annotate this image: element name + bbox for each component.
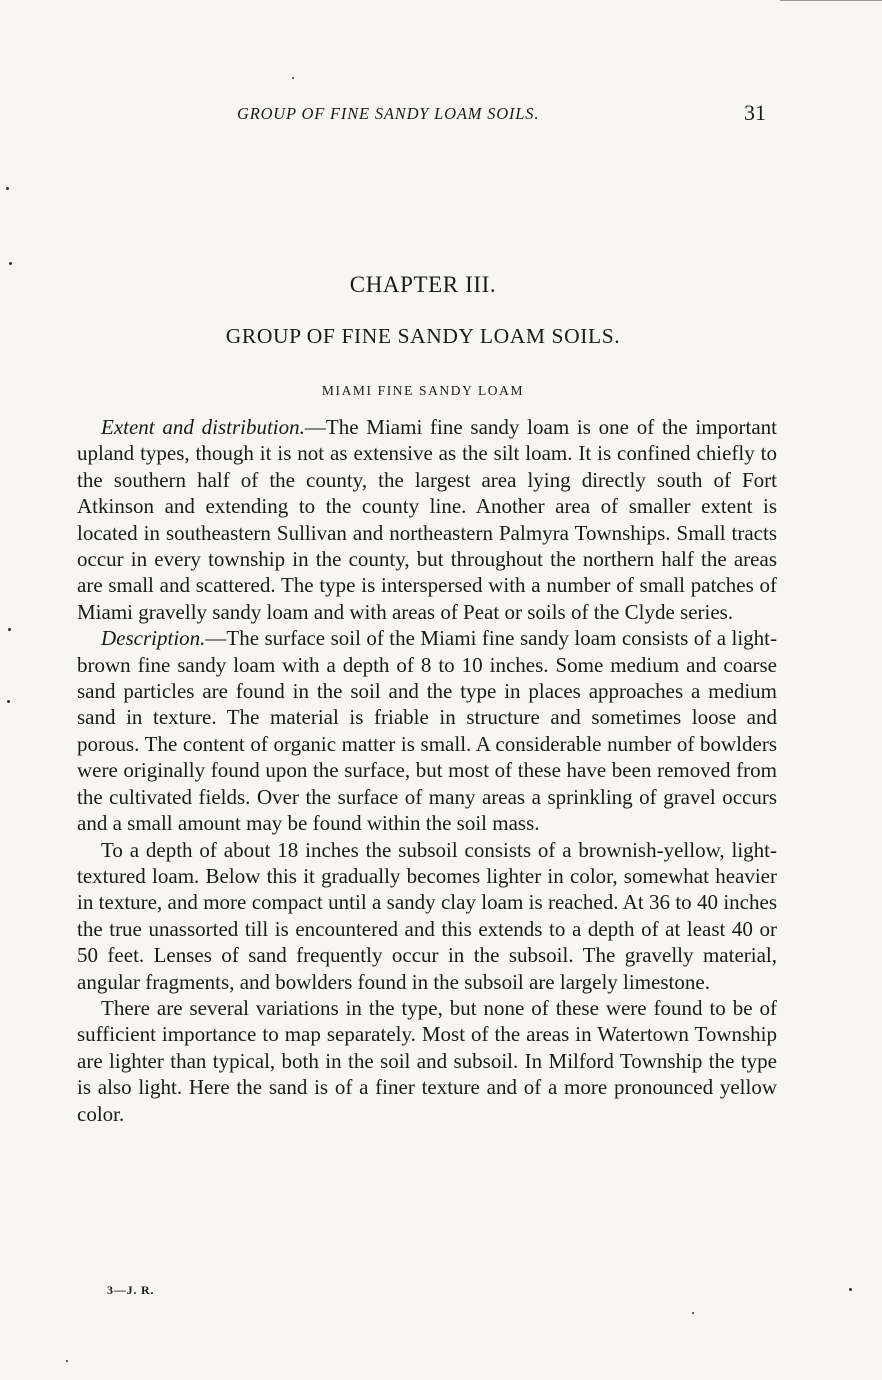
scan-speck — [692, 1312, 694, 1314]
scan-speck — [9, 262, 12, 265]
scan-speck — [7, 700, 10, 703]
chapter-title: GROUP OF FINE SANDY LOAM SOILS. — [225, 324, 621, 348]
section-heading: MIAMI FINE SANDY LOAM — [321, 383, 525, 398]
scan-speck — [6, 187, 9, 190]
paragraph-subsoil — [77, 837, 777, 995]
scan-speck — [849, 1288, 852, 1291]
paragraph-description — [77, 625, 777, 836]
page-number: 31 — [744, 100, 766, 125]
scan-speck — [292, 77, 294, 79]
running-head-title: GROUP OF FINE SANDY LOAM SOILS. — [237, 104, 540, 123]
scan-edge-line — [780, 0, 882, 1]
paragraph-lead: Extent and distribution. — [101, 415, 305, 439]
paragraph-text: —The surface soil of the Miami fine sandy loam consists of a light-brown fine sandy loam with a depth of 8 to 10 inches. Some medium and coarse sand particles are found in the soil and the type in places approaches a medium sand in texture. The material is friable in structure and sometimes loose and porous. The content of organic matter is small. A considerable number of bowlders were originally found upon the surface, but most of these have been removed from the cultivated fields. Over the surface of many areas a sprinkling of gravel occurs and a small amount may be found within the soil mass. — [77, 626, 777, 836]
scan-speck — [8, 628, 11, 631]
chapter-number: CHAPTER III. — [349, 272, 497, 297]
body-text — [77, 414, 777, 1127]
scan-speck — [66, 1360, 68, 1362]
footer-signature: 3—J. R. — [107, 1283, 155, 1297]
paragraph-text: —The Miami fine sandy loam is one of the important upland types, though it is not as extensive as the silt loam. It is confined chiefly to the southern half of the county, the largest area lying directly south of Fort Atkinson and extending to the county line. Another area of smaller extent is located in southeastern Sullivan and northeastern Palmyra Townships. Small tracts occur in every township in the county, but throughout the northern half the areas are small and scattered. The type is interspersed with a number of small patches of Miami gravelly sandy loam and with areas of Peat or soils of the Clyde series. — [77, 415, 778, 624]
paragraph-lead: Description. — [101, 626, 206, 651]
paragraph-text: To a depth of about 18 inches the subsoil consists of a brownish-yellow, light-textured loam. Below this it gradually becomes lighter in color, somewhat heavier in texture, and more compact until a sandy clay loam is reached. At 36 to 40 inches the true unassorted till is encountered and this extends to a depth of at least 40 or 50 feet. Lenses of sand frequently occur in the subsoil. The gravelly material, angular fragments, and bowlders found in the subsoil are largely limestone. — [77, 837, 777, 994]
running-head — [0, 100, 882, 128]
paragraph-variations — [77, 995, 777, 1127]
paragraph-extent — [77, 414, 777, 625]
paragraph-text: There are several variations in the type, but none of these were found to be of sufficient importance to map separately. Most of the areas in Watertown Township are lighter than typical, both in the soil and subsoil. In Milford Township the type is also light. Here the sand is of a finer texture and of a more pronounced yellow color. — [77, 995, 777, 1126]
